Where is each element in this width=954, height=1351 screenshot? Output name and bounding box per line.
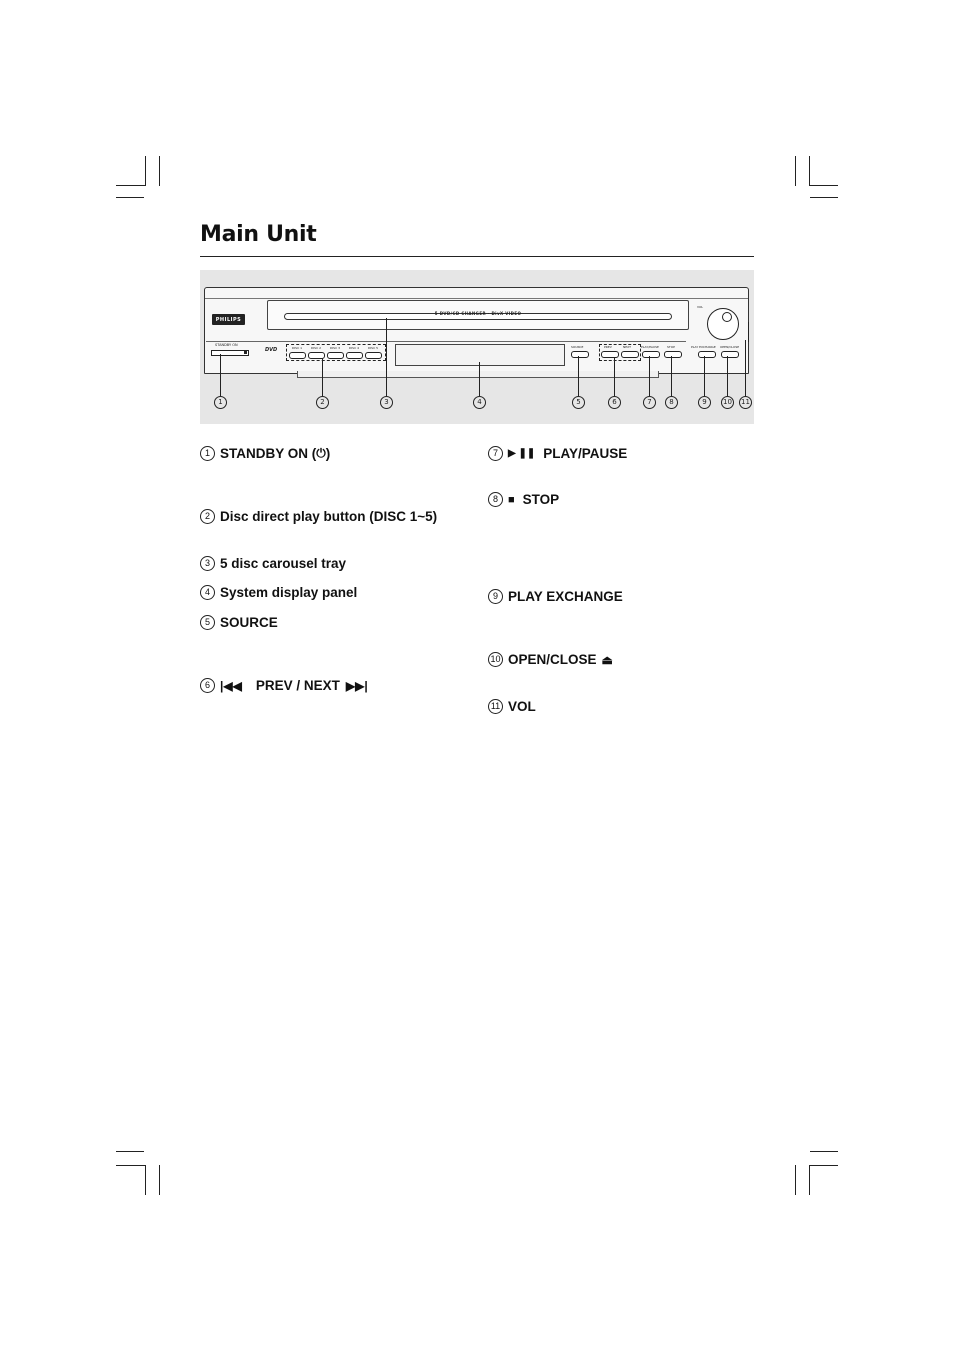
item-disc-direct: [200, 509, 437, 524]
crop-mark: [159, 1165, 160, 1195]
vol-label: VOL: [697, 305, 704, 309]
disc-button-label: DISC 1: [291, 346, 303, 350]
crop-mark: [809, 1165, 838, 1166]
disc-button-label: DISC 2: [310, 346, 322, 350]
item-label: STOP: [522, 492, 560, 507]
leader-line: [479, 362, 480, 396]
prev-label: PREV: [604, 345, 612, 349]
item-label: VOL: [508, 699, 536, 714]
item-number: 1: [200, 446, 215, 461]
leader-line: [614, 358, 615, 396]
dvd-logo: DVD: [265, 347, 278, 353]
power-icon: ⏻: [316, 446, 326, 460]
disc-button-label: DISC 5: [367, 346, 379, 350]
callout-8: 8: [665, 396, 678, 409]
open-close-button: [721, 351, 739, 358]
callout-11: 11: [739, 396, 752, 409]
item-number: 6: [200, 678, 215, 693]
callout-2: 2: [316, 396, 329, 409]
item-prev-next: [200, 678, 373, 693]
disc-1-button: [289, 352, 306, 359]
disc-button-label: DISC 3: [329, 346, 341, 350]
main-unit-illustration: [200, 270, 754, 424]
item-label: 5 disc carousel tray: [220, 556, 347, 571]
play-pause-icon: ▶ ❚❚: [508, 448, 536, 459]
item-label: System display panel: [220, 585, 358, 600]
crop-mark: [116, 197, 144, 198]
leader-line: [220, 354, 221, 396]
crop-mark: [795, 1165, 796, 1195]
item-number: 7: [488, 446, 503, 461]
item-number: 5: [200, 615, 215, 630]
next-icon: ▶▶|: [345, 678, 368, 693]
play-exchange-button: [698, 351, 716, 358]
item-label: SOURCE: [220, 615, 278, 630]
item-number: 8: [488, 492, 503, 507]
crop-mark: [809, 185, 838, 186]
item-standby-on: [200, 446, 330, 461]
item-label-suffix: ): [325, 446, 331, 461]
leader-line: [386, 318, 387, 396]
source-button: [571, 351, 589, 358]
crop-mark: [145, 156, 146, 186]
stop-icon: ■: [508, 493, 515, 506]
callout-4: 4: [473, 396, 486, 409]
crop-mark: [116, 1165, 146, 1166]
crop-mark: [795, 156, 796, 186]
item-play-exchange: [488, 589, 623, 604]
leader-line: [649, 356, 650, 396]
next-label: NEXT: [623, 345, 631, 349]
next-button: [621, 351, 639, 358]
tray-label: 5 DVD/CD CHANGER · DivX VIDEO: [434, 311, 522, 316]
item-label: PLAY/PAUSE: [543, 446, 628, 461]
prev-icon: |◀◀: [220, 678, 242, 693]
leader-line: [745, 340, 746, 396]
item-label: PREV / NEXT: [255, 678, 340, 693]
callout-1: 1: [214, 396, 227, 409]
crop-mark: [116, 185, 146, 186]
item-stop: [488, 492, 559, 507]
item-play-pause: [488, 446, 627, 461]
unit-body: [204, 287, 749, 374]
unit-base: [297, 371, 659, 378]
leader-line: [322, 358, 323, 396]
brand-logo: PHILIPS: [212, 314, 245, 325]
item-label: STANDBY ON (: [220, 446, 317, 461]
item-source: [200, 615, 278, 630]
item-label: PLAY EXCHANGE: [508, 589, 623, 604]
page-title: Main Unit: [200, 222, 317, 247]
source-label: SOURCE: [571, 345, 584, 349]
stop-button: [664, 351, 682, 358]
open-close-label: OPEN/CLOSE: [720, 345, 740, 349]
disc-tray: [267, 300, 689, 330]
eject-icon: ⏏: [601, 652, 613, 667]
callout-9: 9: [698, 396, 711, 409]
disc-button-label: DISC 4: [348, 346, 360, 350]
item-label: Disc direct play button (DISC 1~5): [220, 509, 438, 524]
disc-3-button: [327, 352, 344, 359]
crop-mark: [116, 1151, 144, 1152]
item-vol: [488, 699, 536, 714]
leader-line: [704, 356, 705, 396]
crop-mark: [810, 1151, 838, 1152]
item-label: OPEN/CLOSE: [508, 652, 597, 667]
tray-slot: [284, 313, 672, 320]
item-number: 2: [200, 509, 215, 524]
crop-mark: [810, 197, 838, 198]
prev-button: [601, 351, 619, 358]
stop-label: STOP: [667, 345, 675, 349]
standby-button: [211, 350, 249, 356]
volume-knob: [707, 308, 739, 340]
callout-3: 3: [380, 396, 393, 409]
item-number: 4: [200, 585, 215, 600]
callout-6: 6: [608, 396, 621, 409]
play-pause-button: [642, 351, 660, 358]
item-number: 3: [200, 556, 215, 571]
disc-4-button: [346, 352, 363, 359]
item-open-close: [488, 652, 618, 667]
standby-label: STANDBY ON: [215, 343, 238, 347]
crop-mark: [145, 1165, 146, 1195]
callout-7: 7: [643, 396, 656, 409]
leader-line: [727, 356, 728, 396]
callout-10: 10: [721, 396, 734, 409]
display-panel: [395, 344, 565, 366]
standby-led-icon: [244, 351, 247, 354]
play-pause-label: PLAY/PAUSE: [641, 345, 659, 349]
disc-button-group: [286, 344, 386, 361]
crop-mark: [159, 156, 160, 186]
crop-mark: [809, 1165, 810, 1195]
crop-mark: [809, 156, 810, 186]
play-exchange-label: PLAY EXCHANGE: [691, 345, 716, 349]
leader-line: [578, 356, 579, 396]
leader-line: [671, 356, 672, 396]
item-number: 10: [488, 652, 503, 667]
knob-marker-icon: [722, 312, 732, 322]
volume-scale: [742, 322, 749, 342]
item-display-panel: [200, 585, 357, 600]
callout-5: 5: [572, 396, 585, 409]
item-number: 11: [488, 699, 503, 714]
title-rule: [200, 256, 754, 257]
disc-5-button: [365, 352, 382, 359]
item-carousel-tray: [200, 556, 346, 571]
item-number: 9: [488, 589, 503, 604]
